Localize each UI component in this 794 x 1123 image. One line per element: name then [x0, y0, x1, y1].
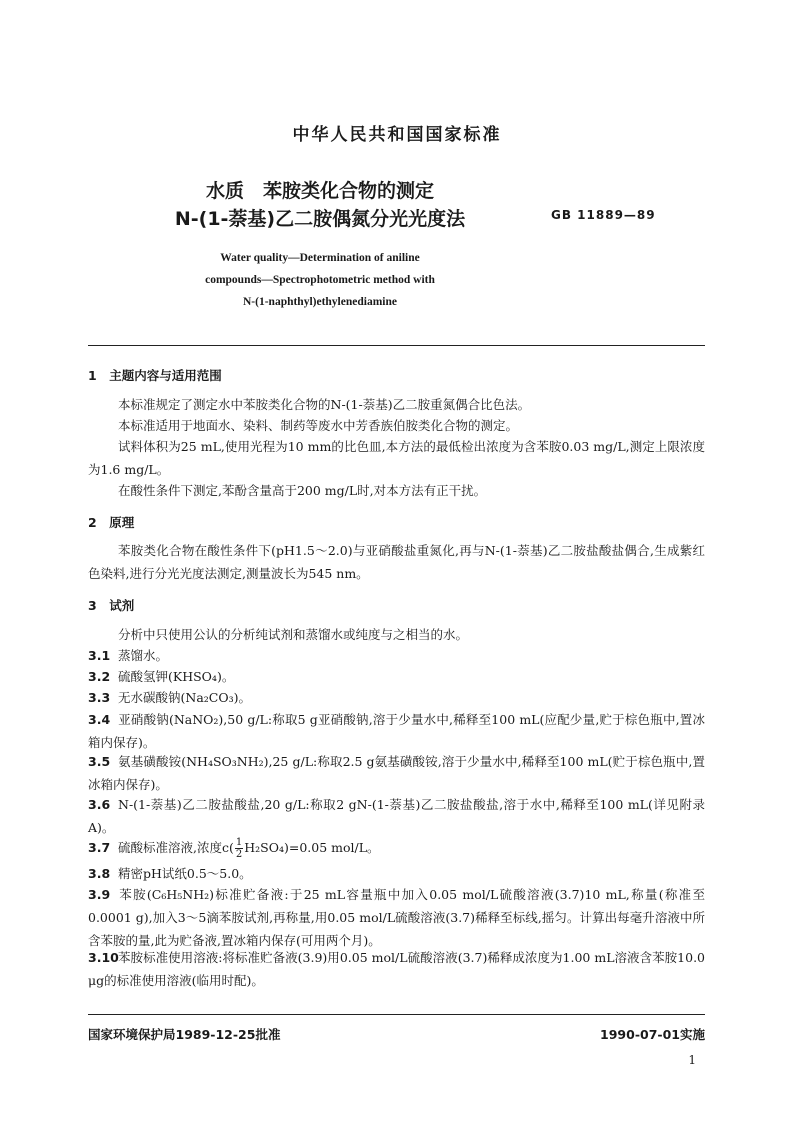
item-text: 蒸馏水。	[118, 648, 169, 663]
reagent-item	[88, 644, 705, 667]
page-number: 1	[688, 1053, 696, 1067]
reagent-item	[88, 883, 705, 952]
reagent-item	[88, 862, 705, 885]
item-number: 3.6	[88, 797, 111, 812]
item-number: 3.7	[88, 840, 111, 855]
item-number: 3.8	[88, 866, 111, 881]
item-text: 氨基磺酸铵(NH₄SO₃NH₂),25 g/L:称取2.5 g氨基磺酸铵,溶于少量水中,稀释至100 mL(贮于棕色瓶中,置冰箱内保存)。	[88, 754, 705, 792]
item-number: 3.1	[88, 648, 111, 663]
section-1-paragraph-1: 本标准规定了测定水中苯胺类化合物的N-(1-萘基)乙二胺重氮偶合比色法。	[118, 397, 531, 412]
item-number: 3.4	[88, 712, 111, 727]
national-standard-heading: 中华人民共和国国家标准	[292, 125, 502, 145]
item-text: 苯胺(C₆H₅NH₂)标准贮备液:于25 mL容量瓶中加入0.05 mol/L硫酸溶液(3.7)10 mL,称量(称准至0.0001 g),加入3～5滴苯胺试剂,再称量,用0.05 mol/L硫酸溶液(3.7)稀释至标线,摇匀。计算出每毫升溶液中所含苯胺的量,此为贮备液,置冰箱内保存(可用两个月)。	[88, 887, 705, 948]
section-2-paragraph: 苯胺类化合物在酸性条件下(pH1.5～2.0)与亚硝酸盐重氮化,再与N-(1-萘基)乙二胺盐酸盐偶合,生成紫红色染料,进行分光光度法测定,测量波长为545 nm。	[88, 543, 705, 581]
implementation-date: 1990-07-01实施	[600, 1027, 705, 1042]
item-text: 硫酸氢钾(KHSO₄)。	[118, 669, 235, 684]
item-text: 亚硝酸钠(NaNO₂),50 g/L:称取5 g亚硝酸钠,溶于少量水中,稀释至100 mL(应配少量,贮于棕色瓶中,置冰箱内保存)。	[88, 712, 705, 750]
section-3-heading: 3 试剂	[88, 598, 135, 613]
section-1-paragraph-4: 在酸性条件下测定,苯酚含量高于200 mg/L时,对本方法有正干扰。	[118, 483, 487, 498]
item-number: 3.2	[88, 669, 111, 684]
section-1-paragraph-3: 试料体积为25 mL,使用光程为10 mm的比色皿,本方法的最低检出浓度为含苯胺0.03 mg/L,测定上限浓度为1.6 mg/L。	[88, 439, 705, 477]
gb-standard-code: GB 11889—89	[551, 208, 656, 222]
approval-date: 国家环境保护局1989-12-25批准	[88, 1027, 281, 1042]
reagent-item	[88, 836, 705, 860]
section-1-heading: 1 主题内容与适用范围	[88, 368, 222, 383]
item-number: 3.10	[88, 950, 119, 965]
section-1-paragraph-2: 本标准适用于地面水、染料、制药等废水中芳香族伯胺类化合物的测定。	[118, 418, 519, 433]
item-number: 3.5	[88, 754, 111, 769]
item-text: 无水碳酸钠(Na₂CO₃)。	[118, 690, 251, 705]
document-title-line-1: 水质 苯胺类化合物的测定	[205, 180, 434, 202]
reagent-item	[88, 750, 705, 796]
item-number: 3.3	[88, 690, 111, 705]
fraction-numerator: 1	[235, 837, 243, 848]
item-text-before: 硫酸标准溶液,浓度c(	[118, 840, 234, 855]
item-text: 苯胺标准使用溶液:将标准贮备液(3.9)用0.05 mol/L硫酸溶液(3.7)稀释成浓度为1.00 mL溶液含苯胺10.0 μg的标准使用溶液(临用时配)。	[88, 950, 705, 988]
fraction	[235, 837, 243, 860]
item-text: N-(1-萘基)乙二胺盐酸盐,20 g/L:称取2 gN-(1-萘基)乙二胺盐酸盐,溶于水中,稀释至100 mL(详见附录A)。	[88, 797, 705, 835]
document-title-line-2: N-(1-萘基)乙二胺偶氮分光光度法	[174, 208, 466, 230]
reagent-item	[88, 686, 705, 709]
reagent-item	[88, 793, 705, 839]
fraction-denominator: 2	[235, 849, 243, 860]
item-text: 精密pH试纸0.5～5.0。	[118, 866, 252, 881]
english-title-line-2: compounds—Spectrophotometric method with	[205, 274, 435, 286]
reagent-item	[88, 946, 705, 992]
section-2-heading: 2 原理	[88, 515, 135, 530]
footer-divider	[88, 1014, 705, 1015]
section-3-intro: 分析中只使用公认的分析纯试剂和蒸馏水或纯度与之相当的水。	[118, 627, 469, 642]
header-divider	[88, 345, 705, 346]
item-text-after: H₂SO₄)=0.05 mol/L。	[244, 840, 380, 855]
reagent-item	[88, 665, 705, 688]
reagent-item	[88, 708, 705, 754]
english-title-line-1: Water quality—Determination of aniline	[220, 252, 420, 264]
item-number: 3.9	[88, 887, 111, 902]
english-title-line-3: N-(1-naphthyl)ethylenediamine	[243, 296, 397, 308]
